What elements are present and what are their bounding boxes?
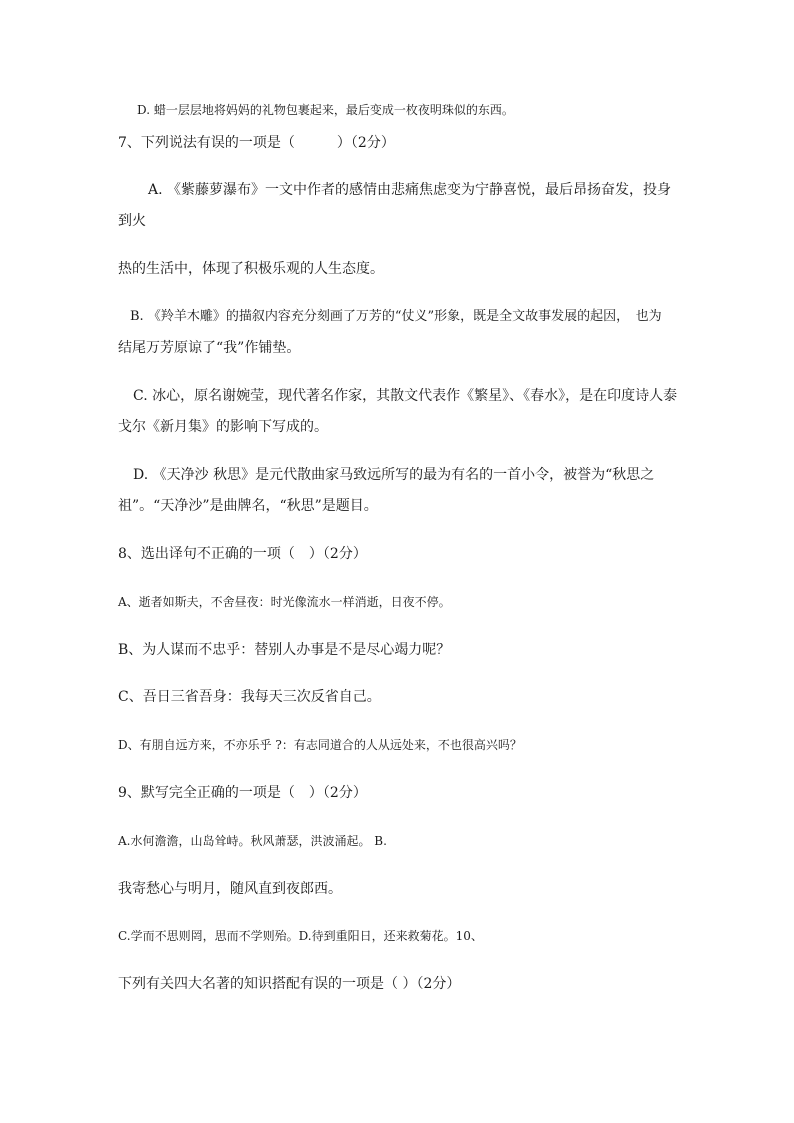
- q8-option-a: A、逝者如斯夫，不舍昼夜：时光像流水一样消逝，日夜不停。: [118, 595, 451, 609]
- q8-option-b: B、为人谋而不忠乎：替别人办事是不是尽心竭力呢？: [118, 642, 451, 658]
- q9-option-b-text: 我寄愁心与明月，随风直到夜郎西。: [118, 881, 342, 897]
- q7-heading: 7、下列说法有误的一项是（ ）（2分）: [118, 135, 395, 151]
- q9-option-c-d: C.学而不思则罔，思而不学则殆。D.待到重阳日，还来救菊花。10、: [118, 929, 483, 943]
- q7-option-a: A. 《紫藤萝瀑布》一文中作者的感情由悲痛焦虑变为宁静喜悦，最后昂扬奋发，投身: [148, 182, 672, 198]
- q7-option-c: C. 冰心，原名谢婉莹，现代著名作家，其散文代表作《繁星》、《春水》，是在印度诗人泰: [133, 388, 678, 404]
- q6-option-d: D. 蜡一层层地将妈妈的礼物包裹起来，最后变成一枚夜明珠似的东西。: [137, 103, 514, 117]
- q7-option-a-cont1: 到火: [118, 213, 146, 229]
- q7-option-c-cont: 戈尔《新月集》的影响下写成的。: [118, 419, 328, 435]
- q8-heading: 8、选出译句不正确的一项（ ）（2分）: [118, 546, 367, 562]
- q8-option-d: D、有朋自远方来，不亦乐乎 ?：有志同道合的人从远处来，不也很高兴吗？: [118, 738, 522, 752]
- q9-option-a-b: A.水何澹澹，山岛耸峙。秋风萧瑟，洪波涌起。 B.: [118, 834, 387, 848]
- q7-option-b-cont: 结尾万芳原谅了“我”作铺垫。: [118, 340, 301, 356]
- q8-option-c: C、吾日三省吾身：我每天三次反省自己。: [118, 689, 381, 705]
- q7-option-d-cont: 祖”。“天净沙”是曲牌名，“秋思”是题目。: [118, 498, 378, 514]
- q9-heading: 9、默写完全正确的一项是（ ）（2分）: [118, 785, 367, 801]
- q7-option-d: D. 《天净沙 秋思》是元代散曲家马致远所写的最为有名的一首小令，被誉为“秋思之: [133, 467, 655, 483]
- q7-option-b: B. 《羚羊木雕》的描叙内容充分刻画了万芳的“仗义”形象，既是全文故事发展的起因， 也为: [130, 309, 662, 324]
- q10-heading: 下列有关四大名著的知识搭配有误的一项是（ ）（2分）: [118, 976, 461, 992]
- q7-option-a-cont2: 热的生活中，体现了积极乐观的人生态度。: [118, 261, 384, 277]
